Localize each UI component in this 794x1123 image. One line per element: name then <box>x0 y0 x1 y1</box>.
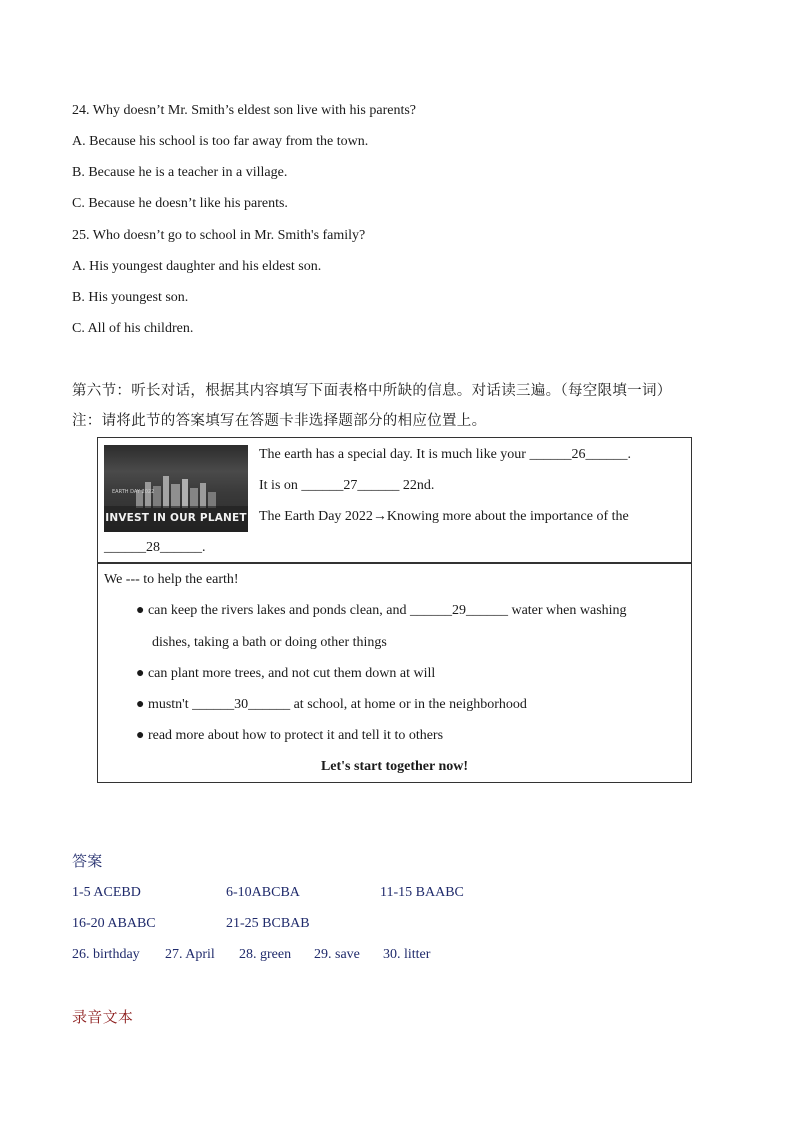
answer-30: 30. litter <box>383 947 431 962</box>
answer-29: 29. save <box>314 947 360 962</box>
answer-1-5: 1-5 ACEBD <box>72 885 141 900</box>
row1-line-3: The Earth Day 2022→Knowing more about the importance of the <box>259 509 629 524</box>
row1-line-4: ______28______. <box>104 540 206 555</box>
section-note: 注：请将此节的答案填写在答题卡非选择题部分的相应位置上。 <box>72 413 487 429</box>
answers-heading: 答案 <box>72 852 103 870</box>
option-25-b: B. His youngest son. <box>72 290 189 305</box>
image-small-label: EARTH DAY 2022 <box>112 489 155 495</box>
row2-bullet-1: ● can keep the rivers lakes and ponds clean, and ______29______ water when washing <box>136 603 627 618</box>
question-24: 24. Why doesn’t Mr. Smith’s eldest son live with his parents? <box>72 103 417 118</box>
answer-16-20: 16-20 ABABC <box>72 916 156 931</box>
row2-closing: Let's start together now! <box>320 759 469 774</box>
option-24-a: A. Because his school is too far away from the town. <box>72 134 369 149</box>
answer-27: 27. April <box>165 947 215 962</box>
row1-line-2: It is on ______27______ 22nd. <box>259 478 435 493</box>
transcript-heading: 录音文本 <box>72 1008 134 1026</box>
option-24-c: C. Because he doesn’t like his parents. <box>72 196 288 211</box>
image-banner-text: INVEST IN OUR PLANET <box>105 512 247 524</box>
row2-bullet-4: ● read more about how to protect it and tell it to others <box>136 728 444 743</box>
row2-bullet-2: ● can plant more trees, and not cut them down at will <box>136 666 436 681</box>
option-25-a: A. His youngest daughter and his eldest son. <box>72 259 322 274</box>
answer-11-15: 11-15 BAABC <box>380 885 464 900</box>
answer-26: 26. birthday <box>72 947 140 962</box>
answer-21-25: 21-25 BCBAB <box>226 916 310 931</box>
question-25: 25. Who doesn’t go to school in Mr. Smith's family? <box>72 228 366 243</box>
row2-intro: We --- to help the earth! <box>104 572 239 587</box>
row1-line-1: The earth has a special day. It is much like your ______26______. <box>259 447 631 462</box>
option-25-c: C. All of his children. <box>72 321 194 336</box>
answer-28: 28. green <box>239 947 292 962</box>
section-heading: 第六节：听长对话，根据其内容填写下面表格中所缺的信息。对话读三遍。（每空限填一词） <box>72 383 672 399</box>
row2-bullet-3: ● mustn't ______30______ at school, at home or in the neighborhood <box>136 697 527 712</box>
answer-6-10: 6-10ABCBA <box>226 885 300 900</box>
option-24-b: B. Because he is a teacher in a village. <box>72 165 288 180</box>
row2-bullet-1-cont: dishes, taking a bath or doing other things <box>152 635 387 650</box>
earth-day-image <box>104 445 248 532</box>
